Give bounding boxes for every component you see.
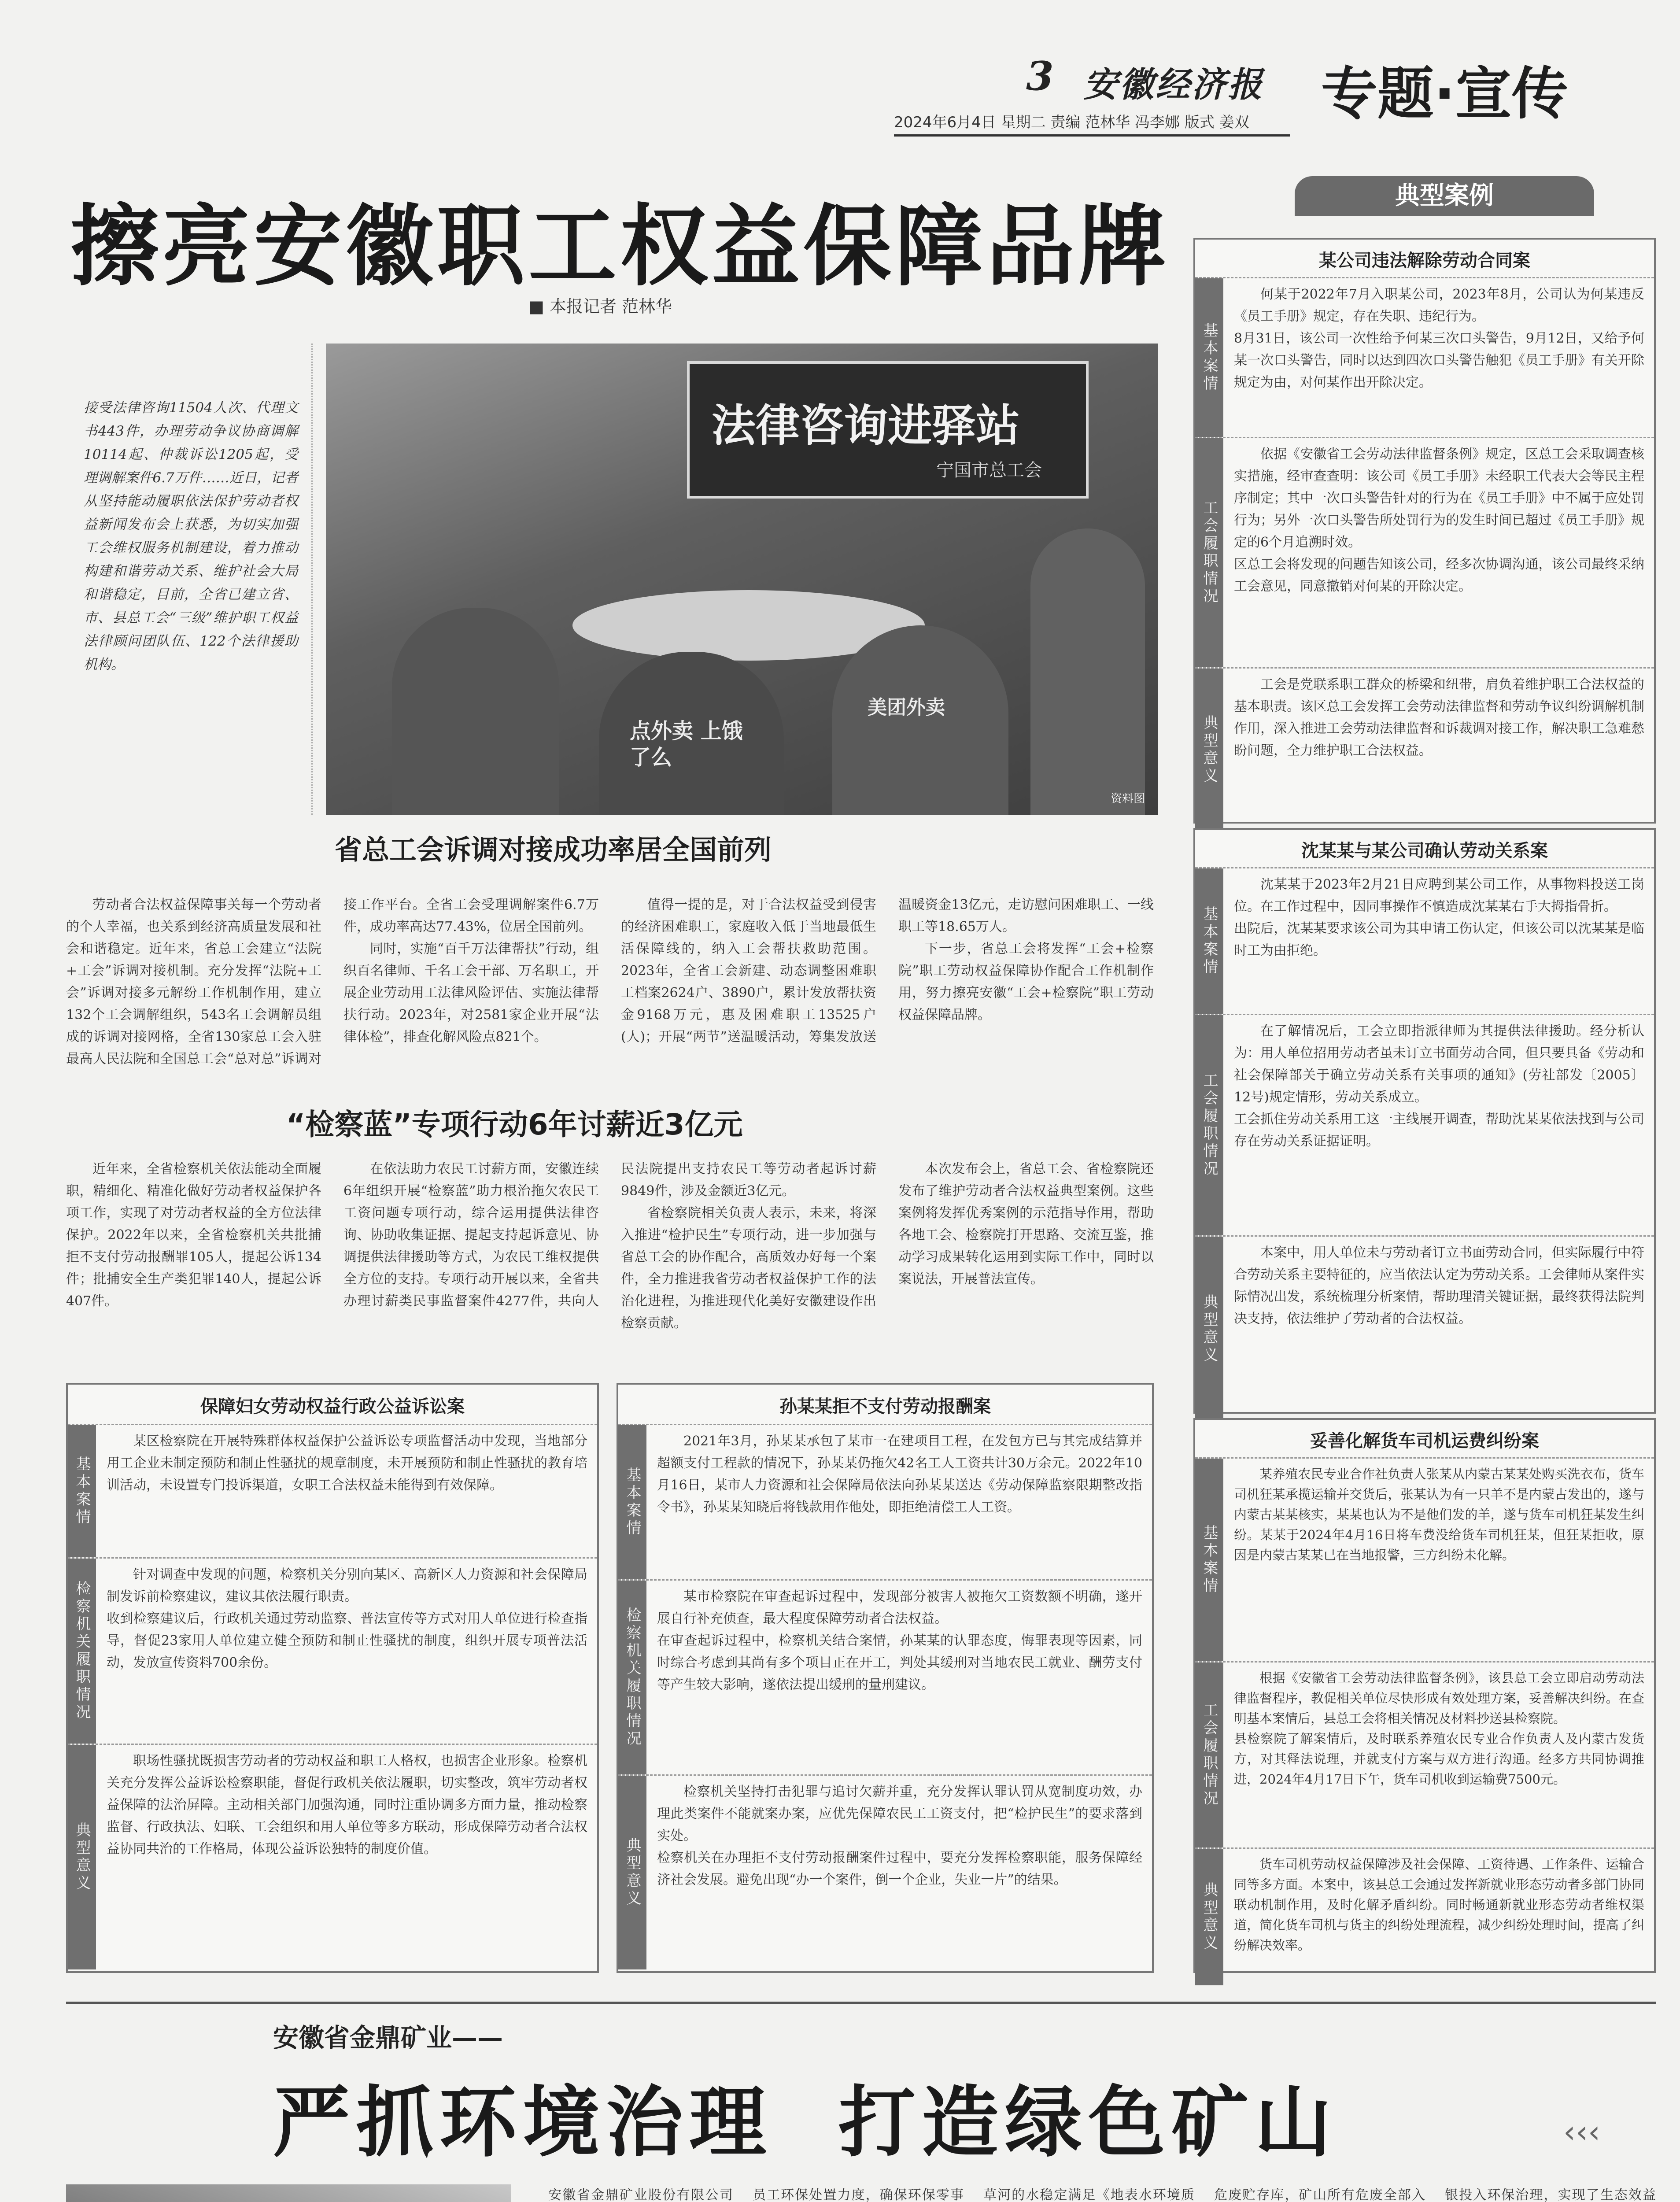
case-row — [1195, 1661, 1654, 1847]
photo-wall-sign — [687, 361, 1089, 499]
feature2-headline: 严抓环境治理 打造绿色矿山 — [273, 2078, 1338, 2168]
case-label: 典型意义 — [1195, 1237, 1223, 1422]
case-text: 某市检察院在审查起诉过程中，发现部分被害人被拖欠工资数额不明确，遂开展自行补充侦查，最大程度保障劳动者合法权益。 在审查起诉过程中，检察机关结合案情，孙某某的认罪态度，悔罪表现等因素，同时综合考虑到其尚有多个项目正在开工，判处其缓刑对当地农民工就业、酬劳支付等产生较大影响，遂依法提出缓刑的量刑建议。 — [657, 1589, 1142, 1692]
case-row — [1195, 1457, 1654, 1661]
case-label: 检察机关履职情况 — [618, 1581, 646, 1774]
feature2-divider — [66, 2002, 1656, 2004]
feature2-kicker: 安徽省金鼎矿业—— — [273, 2023, 503, 2053]
photo-sign-subtext: 宁国市总工会 — [936, 460, 1042, 480]
chevron-decoration-icon: ‹‹‹ — [1563, 2114, 1600, 2150]
case-title: 沈某某与某公司确认劳动关系案 — [1301, 841, 1548, 861]
case-text: 依据《安徽省工会劳动法律监督条例》规定，区总工会采取调查核实措施，经审查查明：该公司《员工手册》未经职工代表大会等民主程序制定；其中一次口头警告针对的行为在《员工手册》中不属于应处罚行为；另外一次口头警告所处罚行为的发生时间已超过《员工手册》规定的6个月追溯时效。 区总工会将发现的问题告知该公司，经多次协调沟通，该公司最终采纳工会意见，同意撤销对何某的开除决定。 — [1234, 447, 1644, 594]
case-row — [618, 1774, 1152, 1969]
feature1-headline: 擦亮安徽职工权益保障品牌 — [70, 196, 1170, 298]
case-label: 典型意义 — [68, 1745, 96, 1969]
case-label: 基本案情 — [1195, 278, 1223, 437]
paragraph: 银投入环保治理，实现了生态效益 — [1445, 2187, 1656, 2202]
case-text: 货车司机劳动权益保障涉及社会保障、工资待遇、工作条件、运输合同等多方面。本案中，该县总工会通过发挥新就业形态劳动者多部门协同联动机制作用，及时化解矛盾纠纷。同时畅通新就业形态劳动者维权渠道，简化货车司机与货主的纠纷处理流程，减少纠纷处理时间，提高了纠纷解决效率。 — [1234, 1857, 1644, 1953]
case-text: 工会是党联系职工群众的桥梁和纽带，肩负着维护职工合法权益的基本职责。该区总工会发挥工会劳动法律监督和劳动争议纠纷调解机制作用，深入推进工会劳动法律监督和诉裁调对接工作，解决职工急难愁盼问题，全力维护职工合法权益。 — [1234, 677, 1644, 758]
case-title: 某公司违法解除劳动合同案 — [1319, 251, 1530, 271]
case-row — [1195, 1235, 1654, 1422]
paragraph: 安徽省金鼎矿业股份有限公司 — [548, 2187, 733, 2202]
feature1-section-1-text — [66, 894, 1154, 1079]
case-label: 基本案情 — [1195, 1459, 1223, 1661]
case-row — [1195, 1847, 1654, 1985]
case-title: 妥善化解货车司机运费纠纷案 — [1310, 1431, 1539, 1451]
paragraph: 值得一提的是，对于合法权益受到侵害的经济困难职工，家庭收入低于当地最低生活保障线的，纳入工会帮扶救助范围。2023年，全省工会新建、动态调整困难职工档案2624户、3890户，累计发放帮扶资金9168万元，惠及困难职工13525户(人)；开展“两节”送温暖活动，筹集发放送温暖资金13亿元，走访慰问困难职工、一线职工等18.65万人。 — [621, 897, 1154, 1045]
case-label: 典型意义 — [1195, 669, 1223, 831]
case-text: 职场性骚扰既损害劳动者的劳动权益和职工人格权，也损害企业形象。检察机关充分发挥公益诉讼检察职能，督促行政机关依法履职，切实整改，筑牢劳动者权益保障的法治屏障。主动相关部门加强沟通，同时注重协调多方面力量，推动检察监督、行政执法、妇联、工会组织和用人单位等多方联动，形成保障劳动者合法权益协同共治的工作格局，体现公益诉讼独特的制度价值。 — [107, 1753, 587, 1857]
case-text: 某养殖农民专业合作社负责人张某从内蒙古某某处购买洗衣布，货车司机狂某承揽运输并交货后，张某认为有一只羊不是内蒙古发出的，遂与内蒙古某某核实，某某也认为不是他们发的羊，遂与货车司机狂某发生纠纷。某某于2024年4月16日将车费没给货车司机狂某，但狂某拒收，原因是内蒙古某某已在当地报警，三方纠纷未化解。 — [1234, 1467, 1644, 1563]
feature1-subhead-1: 省总工会诉调对接成功率居全国前列 — [335, 834, 772, 866]
case-row — [68, 1557, 597, 1744]
sidebar-header: 典型案例 — [1395, 181, 1494, 210]
sidebar-case — [1193, 828, 1656, 1414]
case-label: 工会履职情况 — [1195, 1015, 1223, 1235]
feature1-byline: ■ 本报记者 范林华 — [528, 297, 672, 316]
masthead-rule — [894, 134, 1290, 137]
case-row — [1195, 867, 1654, 1014]
case-row — [1195, 667, 1654, 831]
photo-credit: 资料图 — [1110, 792, 1145, 805]
case-text: 2021年3月，孙某某承包了某市一在建项目工程，在发包方已与其完成结算并超额支付工程款的情况下，孙某某仍拖欠42名工人工资共计30万余元。2022年10月16日，某市人力资源和社会保障局依法向孙某某送达《劳动保障监察限期整改指令书》，孙某某知晓后将钱款用作他处，即拒绝清偿工人工资。 — [657, 1434, 1142, 1515]
paragraph: 同时，实施“百千万法律帮扶”行动，组织百名律师、千名工会干部、万名职工，开展企业劳动用工法律风险评估、实施法律帮扶行动。2023年，对2581家企业开展“法律体检”，排查化解风险点821个。 — [343, 941, 599, 1045]
case-row — [68, 1424, 597, 1557]
case-row — [1195, 437, 1654, 667]
case-text: 在了解情况后，工会立即指派律师为其提供法律援助。经分析认为：用人单位招用劳动者虽未订立书面劳动合同，但只要具备《劳动和社会保障部关于确立劳动关系有关事项的通知》(劳社部发〔2005〕12号)规定情形，劳动关系成立。 工会抓住劳动关系用工这一主线展开调查，帮助沈某某依法找到与公司存在劳动关系证据证明。 — [1234, 1023, 1644, 1149]
dateline: 2024年6月4日 星期二 责编 范林华 冯李娜 版式 姜双 — [894, 114, 1249, 131]
feature1-section-2-text — [66, 1158, 1154, 1348]
case-label: 工会履职情况 — [1195, 1663, 1223, 1847]
case-row — [1195, 1014, 1654, 1235]
case-text: 根据《安徽省工会劳动法律监督条例》，该县总工会立即启动劳动法律监督程序，教促相关单位尽快形成有效处理方案，妥善解决纠纷。在查明基本案情后，县总工会将相关情况及材料抄送县检察院。 县检察院了解案情后，及时联系养殖农民专业合作负责人及内蒙古发货方，对其释法说理，并就支付方案与双方进行沟通。经多方共同协调推进，2024年4月17日下午，货车司机收到运输费7500元。 — [1234, 1670, 1644, 1787]
photo-vest-text: 点外卖 上饿了么 — [630, 719, 743, 770]
case-row — [1195, 277, 1654, 437]
case-label: 检察机关履职情况 — [68, 1559, 96, 1744]
paper-name-logo: 安徽经济报 — [1083, 65, 1264, 105]
feature1-photo — [326, 344, 1158, 815]
paragraph: 近年来，全省检察机关依法能动全面履职，精细化、精准化做好劳动者权益保护各项工作，实现了对劳动者权益的全方位法律保护。2022年以来，全省检察机关共批捕拒不支付劳动报酬罪105人，提起公诉134件；批捕安全生产类犯罪140人，提起公诉407件。 — [66, 1161, 321, 1309]
photo-person — [599, 652, 784, 815]
case-label: 基本案情 — [618, 1425, 646, 1579]
case-row — [68, 1744, 597, 1969]
masthead — [75, 44, 1651, 163]
paragraph: 本次发布会上，省总工会、省检察院还发布了维护劳动者合法权益典型案例。这些案例将发挥优秀案例的示范指导作用，帮助各地工会、检察院打开思路、交流互鉴，推动学习成果转化运用到实际工作中，同时以案说法，开展普法宣传。 — [898, 1161, 1154, 1287]
paragraph: 在依法助力农民工讨薪方面，安徽连续6年组织开展“检察蓝”助力根治拖欠农民工工资问题专项行动，综合运用提供法律咨询、协助收集证据、提起支持起诉意见、协调提供法律援助等方式，为农民工维权提供全方位的支持。专项行动开展以来，全省共办理讨薪类民事监督案件4277件，共向人民法院提出支持农民工等劳动者起诉讨薪9849件，涉及金额近3亿元。 — [343, 1161, 876, 1309]
sidebar-header-tab — [1295, 176, 1594, 216]
sidebar-case — [1193, 1418, 1656, 1973]
feature2-body — [522, 2184, 1656, 2202]
feature1-lead: 接受法律咨询11504人次、代理文书443件，办理劳动争议协商调解10114起、仲裁诉讼1205起，受理调解案件6.7万件……近日，记者从坚持能动履职依法保护劳动者权益新闻发布会上获悉，为切实加强工会维权服务机制建设，着力推动构建和谐劳动关系、维护社会大局和谐稳定，目前，全省已建立省、市、县总工会“三级”维护职工权益法律顾问团队伍、122个法律援助机构。 — [84, 400, 298, 672]
case-title: 保障妇女劳动权益行政公益诉讼案 — [200, 1397, 465, 1417]
paragraph: 危废贮存库，矿山所有危废全部入 — [1214, 2187, 1425, 2202]
paragraph: 劳动者合法权益保障事关每一个劳动者的个人幸福，也关系到经济高质量发展和社会和谐稳定。近年来，省总工会建立“法院+工会”诉调对接机制。充分发挥“法院+工会”诉调对接多元解纷工作机制作用，建立132个工会调解组织，543名工会调解员组成的诉调对接网格，全省130家总工会入驻最高人民法院和全国总工会“总对总”诉调对接工作平台。全省工会受理调解案件6.7万件，成功率高达77.43%，位居全国前列。 — [66, 897, 599, 1067]
case-text: 某区检察院在开展特殊群体权益保护公益诉讼专项监督活动中发现，当地部分用工企业未制定预防和制止性骚扰的规章制度，未开展预防和制止性骚扰的教育培训活动，未设置专门投诉渠道，女职工合法权益未能得到有效保障。 — [107, 1434, 587, 1493]
case-text: 何某于2022年7月入职某公司，2023年8月，公司认为何某违反《员工手册》规定，存在失职、违纪行为。 8月31日，该公司一次性给予何某三次口头警告，9月12日，又给予何某一次口头警告，同时以达到四次口头警告触犯《员工手册》有关开除规定为由，对何某作出开除决定。 — [1234, 287, 1644, 390]
case-box-left — [66, 1383, 599, 1973]
paragraph: 下一步，省总工会将发挥“工会+检察院”职工劳动权益保障协作配合工作机制作用，努力擦亮安徽“工会+检察院”职工劳动权益保障品牌。 — [898, 941, 1154, 1023]
case-text: 本案中，用人单位未与劳动者订立书面劳动合同，但实际履行中符合劳动关系主要特征的，应当依法认定为劳动关系。工会律师从案件实际情况出发，系统梳理分析案情，帮助理清关键证据，最终获得法院判决支持，依法维护了劳动者的合法权益。 — [1234, 1245, 1644, 1326]
paragraph: 草河的水稳定满足《地表水环境质 — [983, 2187, 1194, 2202]
section-title: 专题·宣传 — [1321, 61, 1568, 127]
photo-vest-text: 美团外卖 — [868, 696, 945, 719]
case-label: 典型意义 — [1195, 1849, 1223, 1985]
case-text: 检察机关坚持打击犯罪与追讨欠薪并重，充分发挥认罪认罚从宽制度功效，办理此类案件不能就案办案，应优先保障农民工工资支付，把“检护民生”的要求落到实处。 检察机关在办理拒不支付劳动报酬案件过程中，要充分发挥检察职能，服务保障经济社会发展。避免出现“办一个案件，倒一个企业，失业一片”的结果。 — [657, 1784, 1142, 1888]
case-label: 工会履职情况 — [1195, 438, 1223, 667]
case-title: 孙某某拒不支付劳动报酬案 — [779, 1397, 991, 1417]
case-label: 基本案情 — [1195, 868, 1223, 1014]
feature2-photo-tailings — [66, 2184, 511, 2202]
photo-sign-text: 法律咨询进驿站 — [712, 400, 1020, 451]
feature1-lead-box — [66, 344, 313, 815]
paragraph: 员工环保处置力度，确保环保零事 — [753, 2187, 964, 2202]
case-label: 基本案情 — [68, 1425, 96, 1557]
page-number: 3 — [1026, 53, 1054, 100]
case-text: 沈某某于2023年2月21日应聘到某公司工作，从事物料投送工岗位。在工作过程中，因同事操作不慎造成沈某某右手大拇指骨折。 出院后，沈某某要求该公司为其申请工伤认定，但该公司以沈某某是临时工为由拒绝。 — [1234, 877, 1644, 958]
case-text: 针对调查中发现的问题，检察机关分别向某区、高新区人力资源和社会保障局制发诉前检察建议，建议其依法履行职责。 收到检察建议后，行政机关通过劳动监察、普法宣传等方式对用人单位进行检查指导，督促23家用人单位建立健全预防和制止性骚扰的制度，组织开展专项普法活动，发放宣传资料700余份。 — [107, 1567, 587, 1670]
photo-person — [392, 608, 559, 815]
feature1-subhead-2: “检察蓝”专项行动6年讨薪近3亿元 — [286, 1108, 743, 1142]
case-row — [618, 1579, 1152, 1774]
sidebar — [1193, 176, 1656, 1973]
sidebar-case — [1193, 238, 1656, 824]
paragraph: 省检察院相关负责人表示，未来，将深入推进“检护民生”专项行动，进一步加强与省总工会的协作配合，高质效办好每一个案件，全力推进我省劳动者权益保护工作的法治化进程，为推进现代化美好安徽建设作出检察贡献。 — [621, 1205, 876, 1331]
case-box-middle — [617, 1383, 1154, 1973]
photo-person — [832, 625, 1008, 815]
case-label: 典型意义 — [618, 1776, 646, 1969]
photo-person — [1030, 528, 1145, 815]
case-row — [618, 1424, 1152, 1579]
